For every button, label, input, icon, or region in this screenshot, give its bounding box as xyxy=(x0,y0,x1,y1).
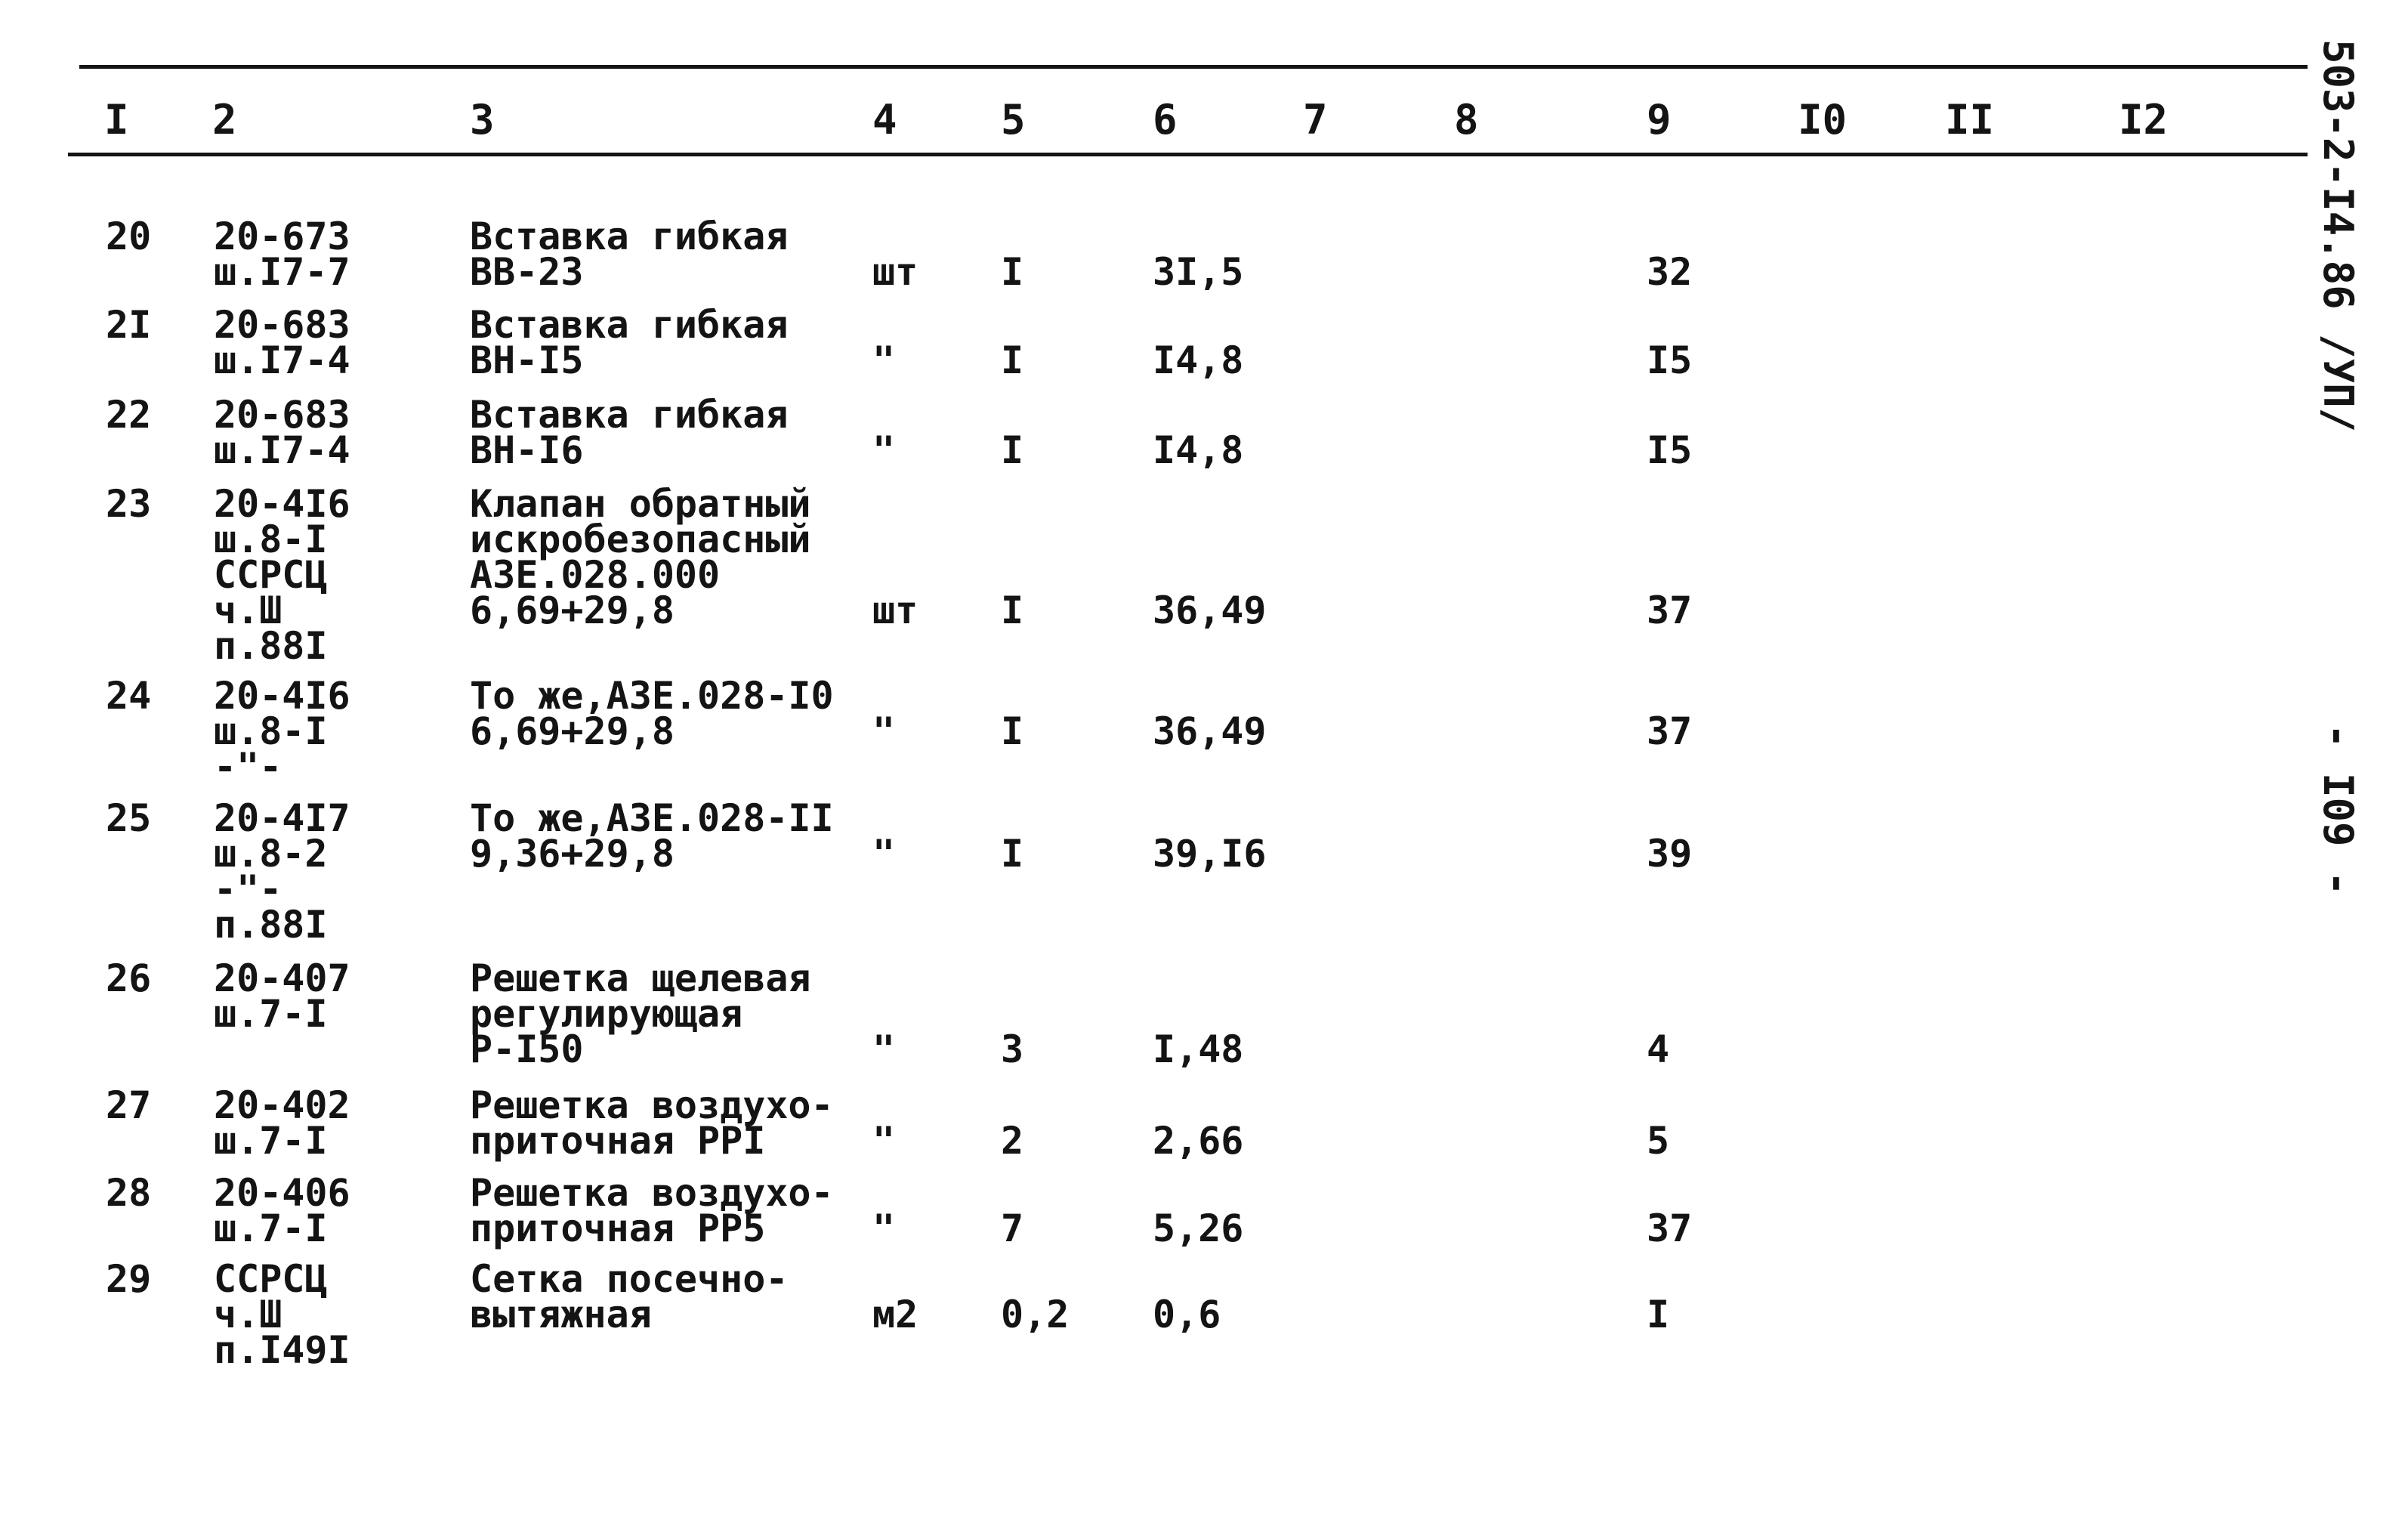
code-cell-line: 20-406 xyxy=(214,1171,350,1215)
column-9-cell: I xyxy=(1647,1293,1670,1336)
code-cell-line: ш.7-I xyxy=(214,992,328,1036)
price-cell: I4,8 xyxy=(1153,338,1244,382)
column-9-cell: 32 xyxy=(1647,250,1693,294)
quantity-cell: I xyxy=(1001,250,1024,294)
name-cell-line: То же,АЗЕ.028-I0 xyxy=(470,674,834,718)
name-cell-line: АЗЕ.028.000 xyxy=(470,553,721,597)
column-9-cell: I5 xyxy=(1647,338,1693,382)
code-cell xyxy=(214,1083,350,1163)
name-cell-line: 6,69+29,8 xyxy=(470,589,675,632)
name-cell-line: искробезопасный xyxy=(470,518,811,561)
column-header: 2 xyxy=(212,96,237,144)
row-number: 27 xyxy=(106,1083,152,1127)
price-cell: 36,49 xyxy=(1153,709,1267,753)
code-cell-line: ш.8-I xyxy=(214,709,328,753)
name-cell-line: Клапан обратный xyxy=(470,482,811,526)
price-cell: 0,6 xyxy=(1153,1293,1221,1336)
code-cell-line: ш.7-I xyxy=(214,1119,328,1163)
code-cell xyxy=(214,956,350,1036)
unit-cell: " xyxy=(872,338,896,382)
code-cell-line: ССРСЦ xyxy=(214,1257,328,1301)
code-cell-line: 20-683 xyxy=(214,303,350,347)
code-cell-line: ш.8-2 xyxy=(214,832,328,876)
code-cell-line: 20-402 xyxy=(214,1083,350,1127)
code-cell xyxy=(214,1257,350,1372)
code-cell-line: п.88I xyxy=(214,624,328,668)
name-cell-line: То же,АЗЕ.028-II xyxy=(470,796,834,840)
code-cell-line: 20-683 xyxy=(214,393,350,437)
name-cell-line: ВН-I6 xyxy=(470,428,584,472)
price-cell: I,48 xyxy=(1153,1027,1244,1071)
code-cell-line: 20-4I6 xyxy=(214,674,350,718)
row-number: 25 xyxy=(106,796,152,840)
name-cell xyxy=(470,1257,789,1336)
quantity-cell: I xyxy=(1001,709,1024,753)
name-cell-line: приточная РРI xyxy=(470,1119,766,1163)
code-cell-line: п.I49I xyxy=(214,1328,350,1372)
quantity-cell: 7 xyxy=(1001,1206,1024,1250)
code-cell-line: ш.I7-7 xyxy=(214,250,350,294)
code-cell-line: ч.Ш xyxy=(214,589,282,632)
column-header: 8 xyxy=(1454,96,1479,144)
column-header: 7 xyxy=(1303,96,1328,144)
column-9-cell: 5 xyxy=(1647,1119,1670,1163)
quantity-cell: I xyxy=(1001,589,1024,632)
code-cell-line: ш.I7-4 xyxy=(214,338,350,382)
column-header: II xyxy=(1945,96,1995,144)
name-cell-line: 9,36+29,8 xyxy=(470,832,675,876)
code-cell-line: ч.Ш xyxy=(214,1293,282,1336)
row-number: 26 xyxy=(106,956,152,1000)
name-cell xyxy=(470,956,811,1071)
unit-cell: шт xyxy=(872,250,918,294)
document-code: 503-2-I4.86 /УП/ xyxy=(2314,39,2362,433)
code-cell-line: 20-673 xyxy=(214,215,350,258)
quantity-cell: I xyxy=(1001,428,1024,472)
name-cell-line: Вставка гибкая xyxy=(470,303,789,347)
unit-cell: " xyxy=(872,709,896,753)
column-9-cell: 39 xyxy=(1647,832,1693,876)
price-cell: 39,I6 xyxy=(1153,832,1267,876)
code-cell-line: ш.8-I xyxy=(214,518,328,561)
unit-cell: " xyxy=(872,832,896,876)
name-cell-line: регулирующая xyxy=(470,992,743,1036)
code-cell xyxy=(214,215,350,294)
row-number: 23 xyxy=(106,482,152,526)
column-header: 9 xyxy=(1647,96,1672,144)
row-number: 20 xyxy=(106,215,152,258)
unit-cell: " xyxy=(872,1119,896,1163)
column-header: I0 xyxy=(1798,96,1848,144)
price-cell: 36,49 xyxy=(1153,589,1267,632)
row-number: 24 xyxy=(106,674,152,718)
code-cell-line: 20-4I6 xyxy=(214,482,350,526)
price-cell: I4,8 xyxy=(1153,428,1244,472)
name-cell xyxy=(470,393,789,472)
name-cell-line: 6,69+29,8 xyxy=(470,709,675,753)
column-header: I xyxy=(104,96,129,144)
top-rule xyxy=(79,65,2308,69)
header-bottom-rule xyxy=(68,153,2308,156)
name-cell-line: приточная РР5 xyxy=(470,1206,766,1250)
quantity-cell: 0,2 xyxy=(1001,1293,1070,1336)
row-number: 29 xyxy=(106,1257,152,1301)
unit-cell: м2 xyxy=(872,1293,918,1336)
price-cell: 3I,5 xyxy=(1153,250,1244,294)
quantity-cell: I xyxy=(1001,832,1024,876)
name-cell-line: Вставка гибкая xyxy=(470,393,789,437)
unit-cell: " xyxy=(872,428,896,472)
name-cell xyxy=(470,303,789,382)
name-cell xyxy=(470,674,834,753)
row-number: 28 xyxy=(106,1171,152,1215)
code-cell-line: 20-4I7 xyxy=(214,796,350,840)
column-header: 3 xyxy=(470,96,495,144)
code-cell-line: п.88I xyxy=(214,903,328,947)
name-cell-line: Решетка воздухо- xyxy=(470,1171,834,1215)
row-number: 22 xyxy=(106,393,152,437)
quantity-cell: 2 xyxy=(1001,1119,1024,1163)
name-cell xyxy=(470,215,789,294)
column-9-cell: 37 xyxy=(1647,709,1693,753)
code-cell-line: ш.7-I xyxy=(214,1206,328,1250)
code-cell-line: -"- xyxy=(214,745,282,789)
name-cell-line: ВВ-23 xyxy=(470,250,584,294)
name-cell xyxy=(470,1083,834,1163)
page-number: - I09 - xyxy=(2314,724,2362,896)
code-cell xyxy=(214,393,350,472)
unit-cell: шт xyxy=(872,589,918,632)
name-cell-line: Сетка посечно- xyxy=(470,1257,789,1301)
code-cell xyxy=(214,482,350,668)
code-cell-line: ш.I7-4 xyxy=(214,428,350,472)
name-cell xyxy=(470,482,811,632)
name-cell-line: Решетка щелевая xyxy=(470,956,811,1000)
quantity-cell: I xyxy=(1001,338,1024,382)
column-9-cell: 37 xyxy=(1647,1206,1693,1250)
code-cell xyxy=(214,796,350,947)
column-header: 4 xyxy=(872,96,897,144)
code-cell xyxy=(214,674,350,789)
row-number: 2I xyxy=(106,303,152,347)
code-cell-line: 20-407 xyxy=(214,956,350,1000)
column-header: 5 xyxy=(1001,96,1026,144)
name-cell-line: Решетка воздухо- xyxy=(470,1083,834,1127)
name-cell-line: Р-I50 xyxy=(470,1027,584,1071)
name-cell xyxy=(470,1171,834,1250)
quantity-cell: 3 xyxy=(1001,1027,1024,1071)
code-cell xyxy=(214,303,350,382)
column-header: I2 xyxy=(2119,96,2169,144)
column-header: 6 xyxy=(1153,96,1178,144)
code-cell-line: ССРСЦ xyxy=(214,553,328,597)
name-cell-line: ВН-I5 xyxy=(470,338,584,382)
name-cell xyxy=(470,796,834,876)
price-cell: 2,66 xyxy=(1153,1119,1244,1163)
unit-cell: " xyxy=(872,1027,896,1071)
code-cell xyxy=(214,1171,350,1250)
column-9-cell: 4 xyxy=(1647,1027,1670,1071)
name-cell-line: вытяжная xyxy=(470,1293,652,1336)
name-cell-line: Вставка гибкая xyxy=(470,215,789,258)
price-cell: 5,26 xyxy=(1153,1206,1244,1250)
column-9-cell: I5 xyxy=(1647,428,1693,472)
column-9-cell: 37 xyxy=(1647,589,1693,632)
code-cell-line: -"- xyxy=(214,867,282,911)
unit-cell: " xyxy=(872,1206,896,1250)
